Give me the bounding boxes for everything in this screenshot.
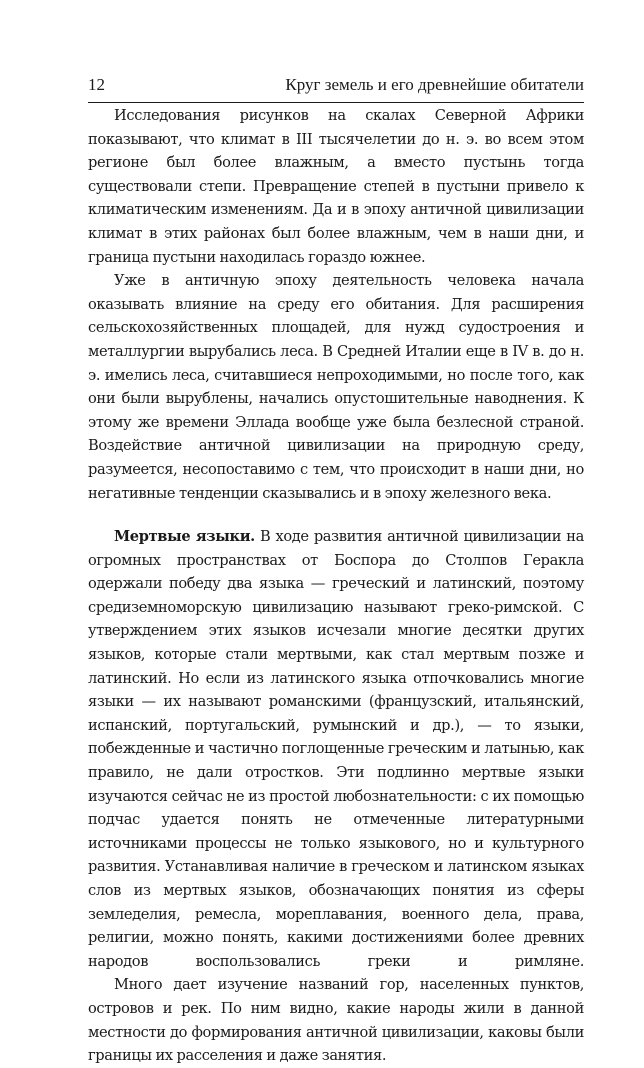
page-header: [88, 75, 584, 101]
section-gap: [88, 505, 584, 525]
section-text: В ходе развития античной цивилизации на огромных пространствах от Боспора до Столпов Геракла одержали победу два языка — греческий и латинский, поэтому средиземноморскую цивилизацию называют греко-римской. С утверждением этих языков исчезали многие десятки других языков, которые стали мертвыми, как стал мертвым позже и латинский. Но если из латинского языка отпочковались многие языки — их называют романскими (французский, итальянский, испанский, португальский, румынский и др.), — то языки, побежденные и частично поглощенные греческим и латынью, как правило, не дали отростков. Эти подлинно мертвые языки изучаются сейчас не из простой любознательности: с их помощью подчас удается понять не отмеченные литературными источниками процессы не только языкового, но и культурного развития. Устанавливая наличие в греческом и латинском языках слов из мертвых языков, обозначающих понятия из сферы земледелия, ремесла, мореплавания, военного дела, права, религии, можно понять, какими достижениями более древних народов воспользовались греки и римляне.: [88, 528, 584, 970]
running-title: Круг земель и его древнейшие обитатели: [285, 75, 584, 94]
page-number: 12: [88, 75, 105, 94]
paragraph-toponyms: Много дает изучение названий гор, населенных пунктов, островов и рек. По ним видно, какие народы жили в данной местности до формирования античной цивилизации, каковы были границы их расселения и даже занятия.: [88, 976, 584, 1065]
page-body: [88, 104, 584, 1068]
section-heading: Мертвые языки.: [114, 528, 255, 546]
paragraph-dead-languages: [88, 525, 584, 973]
paragraph-climate: Исследования рисунков на скалах Северной Африки показывают, что климат в III тысячелетии до н. э. во всем этом регионе был более влажным, а вместо пустынь тогда существовали степи. Превращение степей в пустыни привело к климатическим изменениям. Да и в эпоху античной цивилизации климат в этих районах был более влажным, чем в наши дни, и граница пустыни находилась гораздо южнее.: [88, 107, 584, 266]
paragraph-human-impact: Уже в античную эпоху деятельность человека начала оказывать влияние на среду его обитания. Для расширения сельскохозяйственных площадей, для нужд судостроения и металлургии вырубались леса. В Средней Италии еще в IV в. до н. э. имелись леса, считавшиеся непроходимыми, но после того, как они были вырублены, начались опустошительные наводнения. К этому же времени Эллада вообще уже была безлесной страной. Воздействие античной цивилизации на природную среду, разумеется, несопоставимо с тем, что происходит в наши дни, но негативные тенденции сказывались и в эпоху железного века.: [88, 272, 584, 502]
header-rule: [88, 102, 584, 103]
